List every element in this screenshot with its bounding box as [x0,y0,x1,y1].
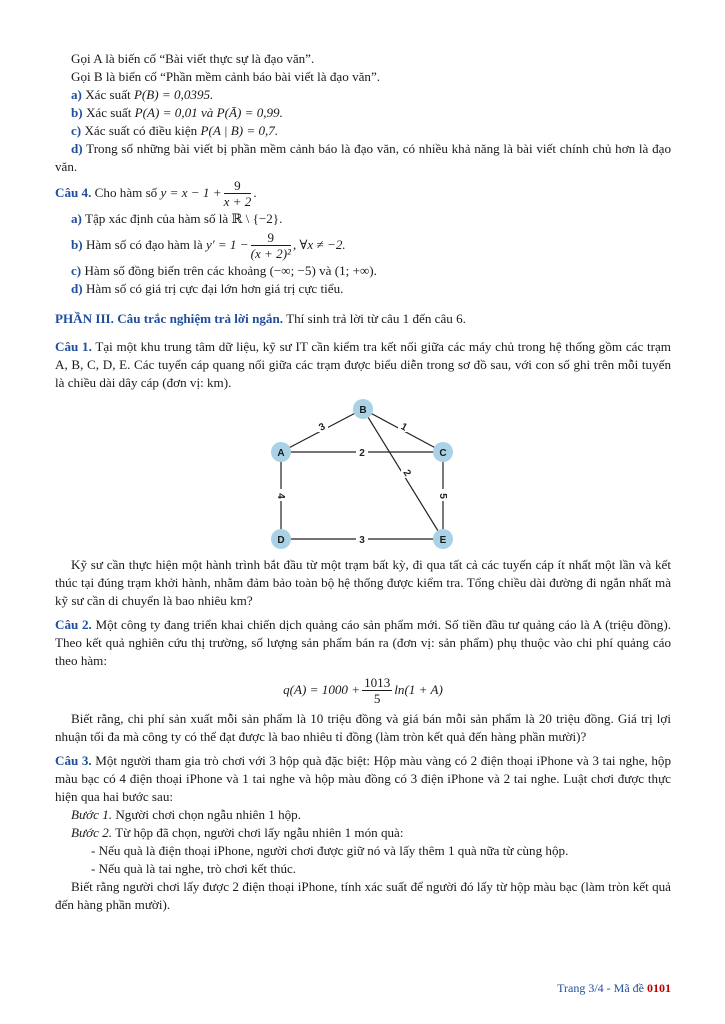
q4-option-a [55,210,671,228]
option-text: Xác suất có điều kiện [84,123,198,138]
prev-option-c [55,122,671,140]
c3-bullet-2: - Nếu quà là tai nghe, trò chơi kết thúc. [91,861,297,876]
derivative-tail: , ∀x ≠ −2. [292,237,346,252]
node-label-b: B [359,405,367,416]
option-text: Trong số những bài viết bị phần mềm cảnh báo là đạo văn, có nhiều khả năng là bài viết chính chủ hơn là đạo văn. [55,141,671,174]
prev-option-d [55,140,671,176]
step-text: Người chơi chọn ngẫu nhiên 1 hộp. [115,807,302,822]
option-formula: (−∞; −5) và (1; +∞). [269,263,377,278]
page-footer [557,981,671,996]
c2-text [55,616,671,670]
fraction-numerator: 9 [251,230,291,246]
derivative-lhs: y' = 1 − [205,237,249,252]
option-label: a) [71,87,82,102]
question-label: Câu 3. [55,753,92,768]
q4-header: Câu 4. Cho hàm số y = x − 1 + $\frac{9}{x + 2}$ . [55,177,257,209]
c3-text [55,752,671,806]
c1-question: Kỹ sư cần thực hiện một hành trình bắt đầu từ một trạm bất kỳ, đi qua tất cả các tuyến cáp ít nhất một lần và kết thúc tại đúng trạm khởi hành, nhằm đảm bảo toàn bộ hệ thống được kiểm tra. Tổng chiều dài đường đi ngắn nhất mà kỹ sư cần di chuyển là bao nhiêu km? [55,557,671,608]
formula-fraction [362,675,392,706]
option-text: Hàm số có đạo hàm là [85,237,203,252]
fraction-denominator: x + 2 [223,193,252,209]
weight-c-e: 5 [437,493,448,499]
option-formula: ℝ \ {−2}. [231,211,283,226]
q4-option-d [55,280,671,298]
c3-bullet-1: - Nếu quà là điện thoại iPhone, người chơi được giữ nó và lấy thêm 1 quà nữa từ cùng hộp. [91,843,569,858]
node-label-e: E [439,535,447,546]
option-label: a) [71,211,82,226]
weight-a-d: 4 [275,493,286,499]
option-formula: P(A | B) = 0,7. [200,123,279,138]
option-text: Tập xác định của hàm số là [84,211,229,226]
option-label: c) [71,263,82,278]
function-lhs: y = x − 1 + [160,185,222,200]
part3-heading [55,310,671,328]
question-text: Tại một khu trung tâm dữ liệu, kỹ sư IT cần kiểm tra kết nối giữa các máy chủ trong hệ thống gồm các trạm A, B, C, D, E. Các tuyến cáp quang nối giữa các trạm được biểu diễn trong sơ đồ sau, với con số ghi trên mỗi tuyến là chiều dài dây cáp (đơn vị: km). [55,339,671,390]
weight-b-e: 2 [400,467,413,479]
option-label: c) [71,123,82,138]
node-label-d: D [277,535,285,546]
derivative-fraction [251,230,291,261]
footer-page: Trang 3/4 - Mã đề [557,981,644,995]
weight-b-c: 1 [398,421,409,434]
question-label: Câu 2. [55,617,92,632]
option-text: Hàm số có giá trị cực đại lớn hơn giá trị cực tiểu. [85,281,344,296]
option-label: b) [71,105,83,120]
c2-formula [55,670,671,710]
prev-option-a [55,86,671,104]
formula-lhs: q(A) = 1000 + [283,682,361,697]
step-text: Từ hộp đã chọn, người chơi lấy ngẫu nhiên 1 món quà: [115,825,404,840]
event-a-text: Gọi A là biến cố “Bài viết thực sự là đạo văn”. [71,51,315,66]
q4-option-c [55,262,671,280]
formula-tail: ln(1 + A) [394,682,443,697]
step-label: Bước 2. [71,825,113,840]
option-text: Xác suất [85,87,131,102]
q4-option-b [55,228,671,262]
page-content [55,50,671,914]
c3-step2 [55,824,671,842]
option-label: b) [71,237,83,252]
cable-network-diagram [268,398,458,550]
function-fraction [224,178,252,209]
option-label: d) [71,141,83,156]
option-text: Hàm số đồng biến trên các khoảng [84,263,267,278]
question-text: Một công ty đang triển khai chiến dịch quảng cáo sản phẩm mới. Số tiền đầu tư quảng cáo là A (triệu đồng). Theo kết quả nghiên cứu thị trường, số lượng sản phẩm bán ra (đơn vị: sản phẩm) phụ thuộc vào chi phí quảng cáo theo hàm: [55,617,671,668]
question-intro: Cho hàm số [94,185,158,200]
fraction-denominator: (x + 2)² [250,245,291,261]
weight-a-c: 2 [359,448,365,459]
c1-text [55,338,671,392]
option-text: Xác suất [85,105,132,120]
c3-question: Biết rằng người chơi lấy được 2 điện thoại iPhone, tính xác suất để người đó lấy từ hộp màu bạc (làm tròn kết quả đến hàng phần mười). [55,879,671,912]
option-formula: P(A) = 0,01 và P(Ā) = 0,99. [134,105,283,120]
event-b-text: Gọi B là biến cố “Phần mềm cảnh báo bài viết là đạo văn”. [71,69,381,84]
part3-desc: Thí sinh trả lời từ câu 1 đến câu 6. [286,311,466,326]
fraction-denominator: 5 [373,690,381,706]
prev-option-b [55,104,671,122]
question-label: Câu 4. [55,185,92,200]
fraction-numerator: 1013 [364,674,391,690]
fraction-numerator: 9 [224,178,252,194]
option-formula: P(B) = 0,0395. [133,87,214,102]
option-label: d) [71,281,83,296]
c2-question: Biết rằng, chi phí sản xuất mỗi sản phẩm là 10 triệu đồng và giá bán mỗi sản phẩm là 20 triệu đồng. Giá trị lợi nhuận tối đa mà công ty có thể đạt được là bao nhiêu tỉ đồng (làm tròn kết quả đến hàng phần mười)? [55,711,671,744]
c3-step1 [55,806,671,824]
part3-title: PHẦN III. Câu trắc nghiệm trả lời ngắn. [55,311,284,326]
step-label: Bước 1. [71,807,113,822]
footer-code: 0101 [647,981,671,995]
question-text: Một người tham gia trò chơi với 3 hộp quà đặc biệt: Hộp màu vàng có 2 điện thoại iPhone và 3 tai nghe, hộp màu bạc có 4 điện thoại iPhone và 1 tai nghe và hộp màu đồng có 3 điện iPhone và 2 tai nghe. Luật chơi được thực hiện qua hai bước sau: [55,753,671,804]
weight-a-b: 3 [317,421,328,434]
node-label-c: C [439,448,447,459]
question-label: Câu 1. [55,339,92,354]
weight-d-e: 3 [359,535,365,546]
node-label-a: A [277,448,285,459]
